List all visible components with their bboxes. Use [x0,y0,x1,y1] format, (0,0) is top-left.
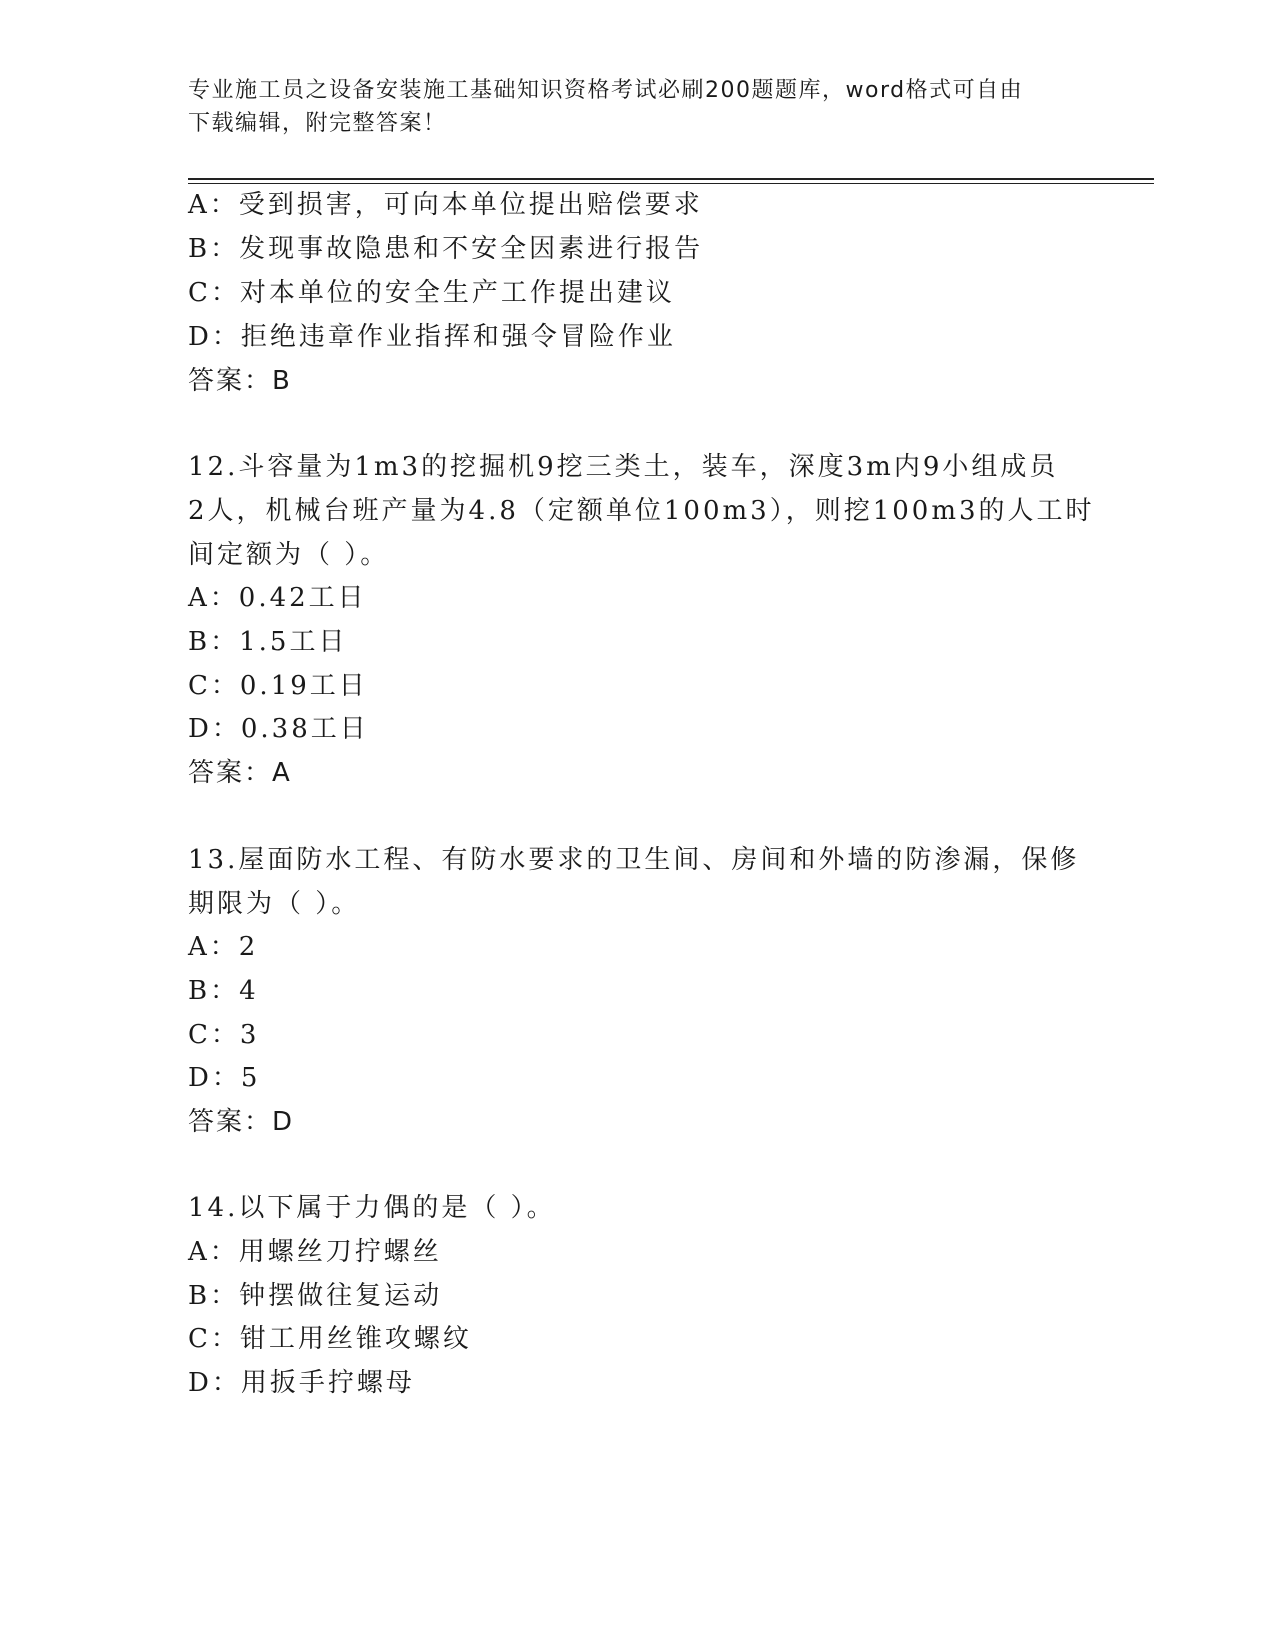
q14-option-b: B：钟摆做往复运动 [188,1281,443,1311]
q13-stem-line-1: 13.屋面防水工程、有防水要求的卫生间、房间和外墙的防渗漏，保修 [188,845,1080,875]
q13-option-c: C：3 [188,1020,260,1050]
document-header [188,74,1068,140]
q12-answer: 答案：A [188,758,292,788]
q12-option-c: C：0.19工日 [188,671,368,701]
q13-option-a: A：2 [188,932,259,962]
header-rule-thick [188,178,1154,180]
q13-option-d: D：5 [188,1063,261,1093]
q12-stem-line-2: 2人，机械台班产量为4.8（定额单位100m3），则挖100m3的人工时 [188,496,1095,526]
q13-answer: 答案：D [188,1107,295,1137]
q14-option-c: C：钳工用丝锥攻螺纹 [188,1324,472,1354]
q11-option-a: A：受到损害，可向本单位提出赔偿要求 [188,190,703,220]
header-rule-thin [188,183,1154,184]
q12-option-a: A：0.42工日 [188,583,367,613]
q11-option-d: D：拒绝违章作业指挥和强令冒险作业 [188,322,676,352]
q12-stem-line-1: 12.斗容量为1m3的挖掘机9挖三类土，装车，深度3m内9小组成员 [188,452,1059,482]
q12-stem-line-3: 间定额为（ ）。 [188,540,390,570]
header-line-2: 下载编辑，附完整答案！ [188,111,447,136]
header-line-1: 专业施工员之设备安装施工基础知识资格考试必刷200题题库，word格式可自由 [188,78,1024,103]
q12-option-b: B：1.5工日 [188,627,348,657]
q11-option-b: B：发现事故隐患和不安全因素进行报告 [188,234,704,264]
q12-option-d: D：0.38工日 [188,714,369,744]
q14-option-a: A：用螺丝刀拧螺丝 [188,1237,442,1267]
q14-stem-line-1: 14.以下属于力偶的是（ ）。 [188,1193,556,1223]
q13-stem-line-2: 期限为（ ）。 [188,889,361,919]
q14-option-d: D：用扳手拧螺母 [188,1368,415,1398]
q13-option-b: B：4 [188,976,259,1006]
q11-option-c: C：对本单位的安全生产工作提出建议 [188,278,675,308]
q11-answer: 答案：B [188,366,292,396]
